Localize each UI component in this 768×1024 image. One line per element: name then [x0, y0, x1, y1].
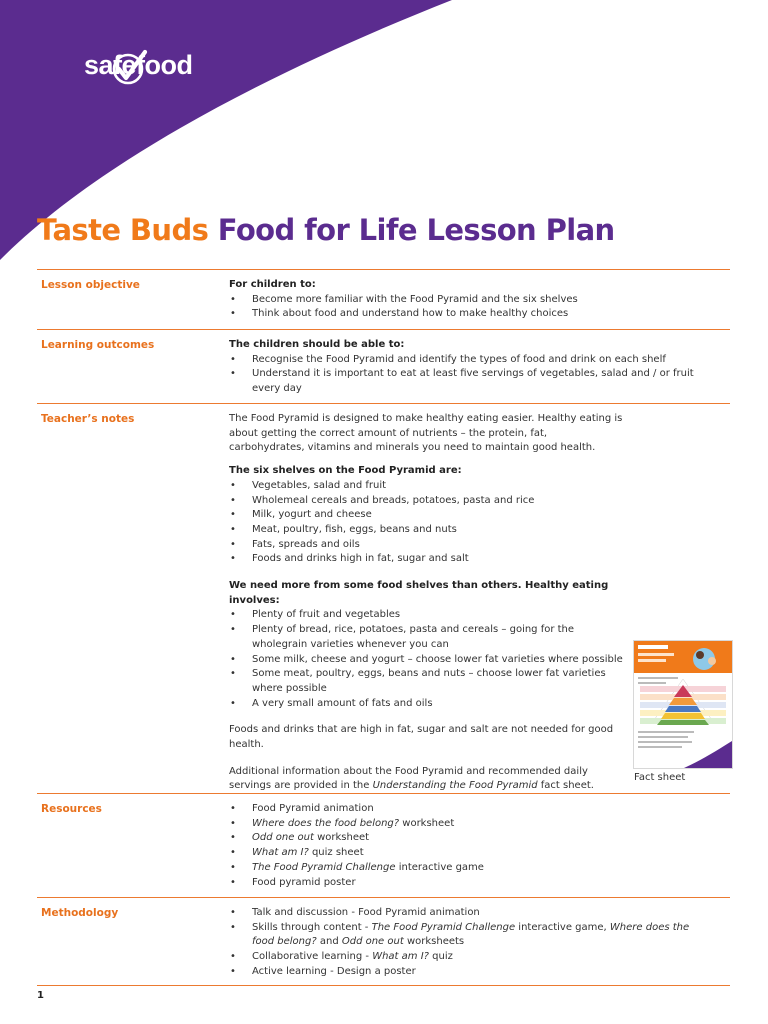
section-label: Learning outcomes — [41, 339, 155, 351]
list-item — [229, 861, 699, 876]
title-brand: Taste Buds — [37, 213, 209, 247]
list-item — [229, 876, 699, 891]
list-item: • Understand it is important to eat at least five servings of vegetables, salad and / or fruit every day — [229, 367, 699, 396]
list-item: • Plenty of fruit and vegetables — [229, 608, 624, 623]
shelves-list — [229, 479, 624, 567]
involves-heading: We need more from some food shelves than others. Healthy eating involves: — [229, 580, 609, 606]
list-item — [229, 817, 699, 832]
bullet-list — [229, 293, 699, 322]
resource-title: The Food Pyramid Challenge — [252, 861, 396, 873]
list-item: • Foods and drinks high in fat, sugar and salt — [229, 552, 624, 567]
list-item: • Think about food and understand how to make healthy choices — [229, 307, 699, 322]
intro-text: For children to: — [229, 279, 316, 290]
paragraph: The Food Pyramid is designed to make healthy eating easier. Healthy eating is about getting the correct amount of nutrients – the protein, fat, carbohydrates, vitamins and minerals you need to maintain good health. — [229, 413, 623, 454]
section-body — [229, 338, 699, 397]
text-run: interactive game, — [515, 921, 610, 933]
list-item: • Fats, spreads and oils — [229, 538, 624, 553]
bullet-list — [229, 353, 699, 397]
resource-text: quiz sheet — [308, 847, 364, 859]
section-label: Lesson objective — [41, 279, 140, 291]
text-run: Where does the food belong? — [252, 921, 690, 948]
paragraph — [229, 765, 624, 794]
involves-list — [229, 608, 624, 711]
intro-text: The children should be able to: — [229, 339, 405, 350]
resource-title: Where does the food belong? — [252, 817, 400, 829]
section-label: Methodology — [41, 907, 119, 919]
text-run: worksheets — [403, 936, 465, 948]
section-resources — [37, 793, 730, 898]
fact-sheet-title: Understanding the Food Pyramid — [372, 780, 538, 792]
list-item: • Recognise the Food Pyramid and identify the types of food and drink on each shelf — [229, 353, 699, 368]
section-label: Resources — [41, 803, 102, 815]
fact-sheet-preview-icon — [634, 641, 732, 768]
section-learning-outcomes — [37, 329, 730, 404]
resource-title: What am I? — [252, 847, 309, 859]
section-body — [229, 278, 699, 322]
section-methodology — [37, 897, 730, 986]
text-run: Skills through content - — [252, 921, 372, 933]
resource-text: interactive game — [395, 861, 484, 873]
text-run: Odd one out — [341, 936, 404, 948]
list-item: • Talk and discussion - Food Pyramid animation — [229, 906, 699, 921]
resources-list — [229, 802, 699, 890]
fact-sheet-thumbnail — [633, 640, 733, 769]
section-teachers-notes — [37, 403, 730, 794]
list-item: • Become more familiar with the Food Pyramid and the six shelves — [229, 293, 699, 308]
text-run: quiz — [428, 951, 453, 963]
shelves-heading: The six shelves on the Food Pyramid are: — [229, 465, 462, 477]
section-body — [229, 802, 699, 890]
resource-text: Food pyramid poster — [252, 876, 356, 888]
methodology-list — [229, 906, 699, 980]
list-item — [229, 831, 699, 846]
list-item — [229, 802, 699, 817]
text-run: What am I? — [372, 951, 429, 963]
footer-divider — [37, 985, 730, 986]
text-run: Additional information about the Food Pyramid and recommended daily servings are provided in the — [229, 765, 588, 792]
list-item — [229, 921, 699, 950]
list-item: • Plenty of bread, rice, potatoes, pasta and cereals – going for the wholegrain varieties whenever you can — [229, 623, 624, 652]
list-item — [229, 846, 699, 861]
list-item: • Vegetables, salad and fruit — [229, 479, 624, 494]
text-run: Collaborative learning - — [252, 951, 373, 963]
section-body — [229, 906, 699, 980]
resource-text: worksheet — [399, 817, 455, 829]
paragraph: Foods and drinks that are high in fat, sugar and salt are not needed for good health. — [229, 724, 614, 751]
resource-text: worksheet — [313, 832, 370, 844]
title-rest: Food for Life Lesson Plan — [217, 213, 615, 247]
resource-text: Food Pyramid animation — [252, 803, 374, 814]
resource-title: Odd one out — [252, 832, 314, 844]
text-run: and — [316, 936, 342, 948]
section-label: Teacher’s notes — [41, 413, 135, 425]
section-body — [229, 412, 624, 794]
page-number: 1 — [37, 990, 44, 1001]
list-item: • A very small amount of fats and oils — [229, 697, 624, 712]
list-item: • Some meat, poultry, eggs, beans and nuts – choose lower fat varieties where possible — [229, 667, 624, 696]
page-title — [37, 213, 615, 247]
list-item: • Some milk, cheese and yogurt – choose lower fat varieties where possible — [229, 653, 624, 668]
list-item — [229, 950, 699, 965]
list-item: • Wholemeal cereals and breads, potatoes, pasta and rice — [229, 494, 624, 509]
logo-wordmark: safefood — [84, 50, 193, 80]
text-run: The Food Pyramid Challenge — [371, 921, 516, 933]
text-run: fact sheet. — [537, 780, 594, 792]
list-item: • Milk, yogurt and cheese — [229, 508, 624, 523]
list-item: • Meat, poultry, fish, eggs, beans and nuts — [229, 523, 624, 538]
fact-sheet-caption: Fact sheet — [634, 772, 686, 783]
section-lesson-objective — [37, 269, 730, 330]
list-item: • Active learning - Design a poster — [229, 965, 699, 980]
